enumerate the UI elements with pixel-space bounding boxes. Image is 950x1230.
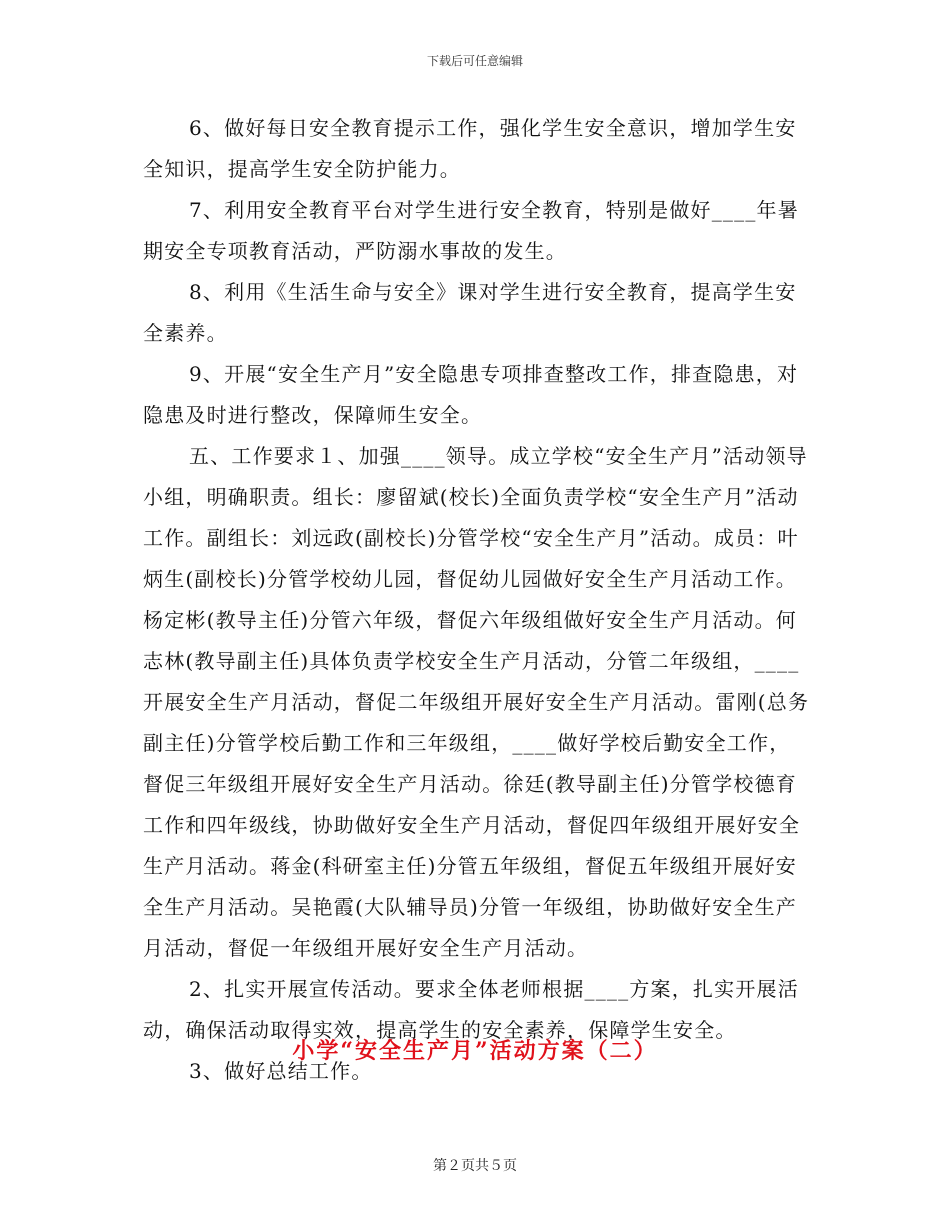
page-header: 下载后可任意编辑 [426, 54, 523, 68]
paragraph-item-9: 9、开展“安全生产月”安全隐患专项排查整改工作，排查隐患，对隐患及时进行整改，保障师生安全。 [143, 362, 799, 427]
page-footer: 第２页共５页 [433, 1158, 517, 1174]
paragraph-item-6: 6、做好每日安全教育提示工作，强化学生安全意识，增加学生安全知识，提高学生安全防护能力。 [143, 116, 797, 181]
section-title: 小学“安全生产月”活动方案（二） [292, 1038, 658, 1064]
paragraph-publicity: 2、扎实开展宣传活动。要求全体老师根据____方案，扎实开展活动，确保活动取得实效，提高学生的安全素养，保障学生安全。 [143, 977, 799, 1042]
document-body [143, 108, 811, 1092]
paragraph-summary: 3、做好总结工作。 [189, 1059, 373, 1083]
paragraph-item-8: 8、利用《生活生命与安全》课对学生进行安全教育，提高学生安全素养。 [143, 280, 797, 345]
paragraph-item-7: 7、利用安全教育平台对学生进行安全教育，特别是做好____年暑期安全专项教育活动，严防溺水事故的发生。 [143, 198, 799, 263]
paragraph-work-requirements: 五、工作要求１、加强____领导。成立学校“安全生产月”活动领导小组，明确职责。组长：廖留斌(校长)全面负责学校“安全生产月”活动工作。副组长：刘远政(副校长)分管学校“安全生产月”活动。成员：叶炳生(副校长)分管学校幼儿园，督促幼儿园做好安全生产月活动工作。杨定彬(教导主任)分管六年级，督促六年级组做好安全生产月活动。何志林(教导副主任)具体负责学校安全生产月活动，分管二年级组，____开展安全生产月活动，督促二年级组开展好安全生产月活动。雷刚(总务副主任)分管学校后勤工作和三年级组，____做好学校后勤安全工作，督促三年级组开展好安全生产月活动。徐廷(教导副主任)分管学校德育工作和四年级线，协助做好安全生产月活动，督促四年级组开展好安全生产月活动。蒋金(科研室主任)分管五年级组，督促五年级组开展好安全生产月活动。吴艳霞(大队辅导员)分管一年级组，协助做好安全生产月活动，督促一年级组开展好安全生产月活动。 [143, 444, 810, 960]
